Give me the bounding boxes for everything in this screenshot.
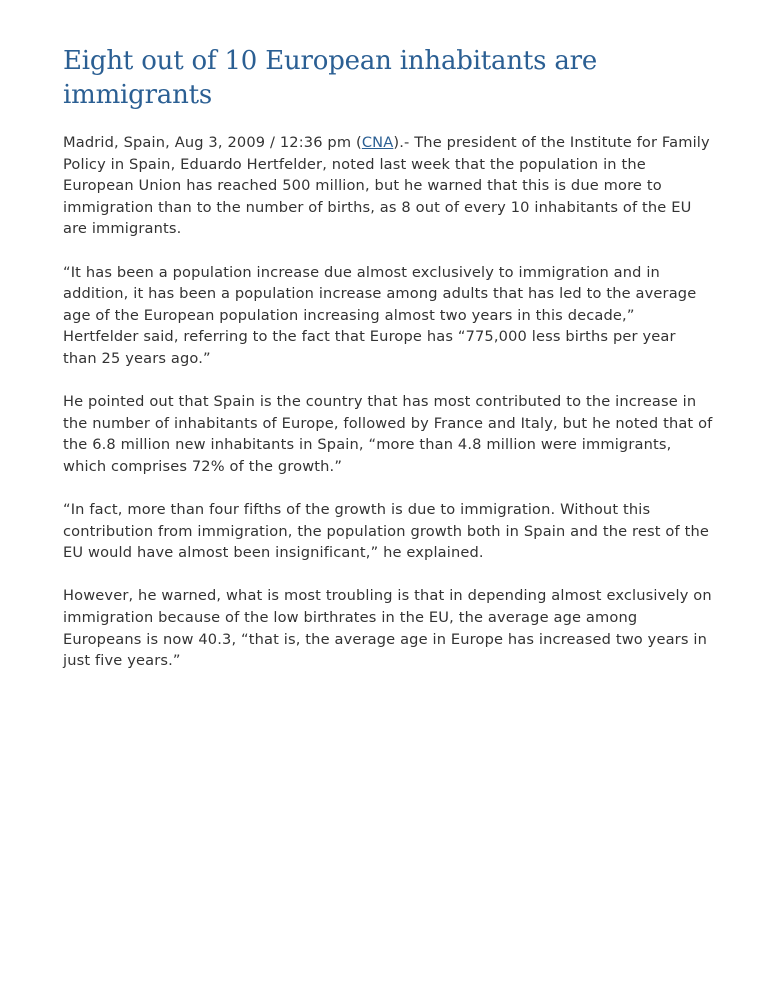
dateline: Madrid, Spain, Aug 3, 2009 / 12:36 pm ( (63, 134, 362, 151)
lead-text: ).- The president of the Institute for Family Policy in Spain, Eduardo Hertfelder, noted last week that the population in the European Union has reached 500 million, but he warned that this is due more to immigration than to the number of births, as 8 out of every 10 inhabitants of the EU are immigrants. (63, 134, 710, 238)
article-lead-paragraph (63, 132, 713, 240)
source-link[interactable]: CNA (361, 134, 394, 151)
article-paragraph: However, he warned, what is most troubling is that in depending almost exclusively on immigration because of the low birthrates in the EU, the average age among Europeans is now 40.3, “that is, the average age in Europe has increased two years in just five years.” (63, 587, 712, 670)
article-title: Eight out of 10 European inhabitants are immigrants (63, 46, 598, 110)
article-paragraph: He pointed out that Spain is the country that has most contributed to the increase in the number of inhabitants of Europe, followed by France and Italy, but he noted that of the 6.8 million new inhabitants in Spain, “more than 4.8 million were immigrants, which comprises 72% of the growth.” (63, 393, 713, 475)
article-paragraph: “It has been a population increase due almost exclusively to immigration and in addition, it has been a population increase among adults that has led to the average age of the European population increasing almost two years in this decade,” Hertfelder said, referring to the fact that Europe has “775,000 less births per year than 25 years ago.” (63, 263, 697, 367)
article (63, 44, 713, 693)
article-paragraph: “In fact, more than four fifths of the growth is due to immigration. Without this contribution from immigration, the population growth both in Spain and the rest of the EU would have almost been insignificant,” he explained. (63, 501, 709, 562)
